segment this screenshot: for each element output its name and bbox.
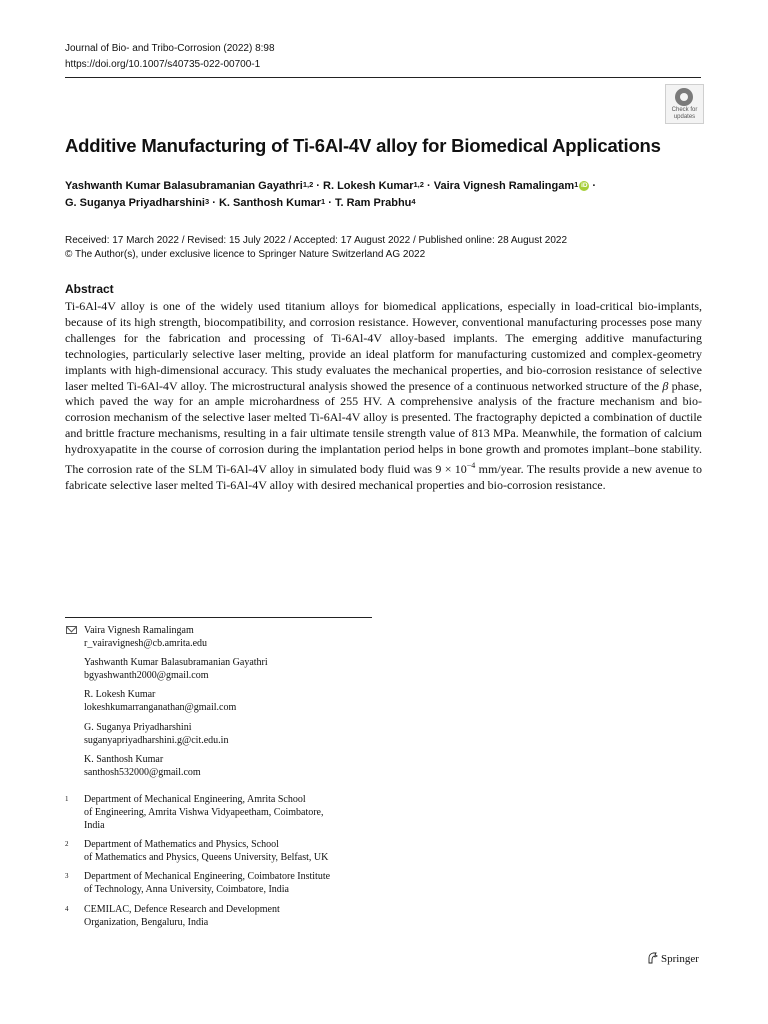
copyright-notice: © The Author(s), under exclusive licence to Springer Nature Switzerland AG 2022 xyxy=(65,249,426,260)
contact-name: Vaira Vignesh Ramalingam xyxy=(84,625,194,636)
author-name[interactable]: R. Lokesh Kumar xyxy=(323,180,414,192)
check-for-updates-badge[interactable] xyxy=(665,84,704,124)
springer-horse-icon xyxy=(647,952,658,964)
author-affiliation-ref: 1,2 xyxy=(413,180,424,189)
author-name[interactable]: T. Ram Prabhu xyxy=(334,197,412,209)
journal-header xyxy=(65,41,275,73)
orcid-icon[interactable]: iD xyxy=(581,182,588,190)
contact-name: G. Suganya Priyadharshini xyxy=(84,722,192,733)
abstract-text: Ti-6Al-4V alloy is one of the widely used titanium alloys for biomedical applications, especially in load-critical bio-implants, because of its high strength, biocompatibility, and corrosion resistance. However, conventional manufacturing processes pose many challenges for the fabrication and processing of Ti-6Al-4V alloy-based implants. The emerging additive manufacturing technologies, particularly selective laser melting, provide an ideal platform for manufacturing customized and complex-geometry implants with high-dimensional accuracy. This study evaluates the mechanical properties, and bio-corrosion resistance of selective laser melted Ti-6Al-4V alloy. The microstructural analysis showed the presence of a continuous networked structure of the β phase, which paved the way for an ample microhardness of 255 HV. A comprehensive analysis of the fracture mechanism and bio-corrosion mechanism of the selective laser melted Ti-6Al-4V alloy is presented. The fractography depicted a combination of ductile and brittle fracture mechanisms, resulting in a fair ultimate tensile strength value of 813 MPa. Meanwhile, the formation of calcium hydroxyapatite in the course of corrosion during the implantation period helps in bone growth and promotes implant–bone stability. The corrosion rate of the SLM Ti-6Al-4V alloy in simulated body fluid was $9 \times 10^{-4}$ mm/year. The results provide a new avenue to fabricate selective laser melted Ti-6Al-4V alloy with desired mechanical properties and bio-corrosion resistance. xyxy=(65,299,702,492)
author-separator: · xyxy=(325,197,335,209)
author-separator: · xyxy=(589,180,597,192)
publication-dates: Received: 17 March 2022 / Revised: 15 July 2022 / Accepted: 17 August 2022 / Published online: 28 August 2022 xyxy=(65,235,568,246)
author-separator: · xyxy=(313,180,324,192)
publisher-name: Springer xyxy=(661,953,699,965)
contact-name: K. Santhosh Kumar xyxy=(84,754,164,765)
affiliation-number: 3 xyxy=(65,872,69,880)
contact-entry xyxy=(84,656,384,682)
author-affiliation-ref: 3 xyxy=(205,197,210,206)
author-affiliation-ref: 1 xyxy=(574,180,579,189)
envelope-icon xyxy=(66,626,77,634)
contact-entry xyxy=(84,721,384,747)
article-history xyxy=(65,234,705,262)
contact-email[interactable]: bgyashwanth2000@gmail.com xyxy=(84,670,209,681)
author-line-2 xyxy=(65,195,705,212)
contact-email[interactable]: suganyapriyadharshini.g@cit.edu.in xyxy=(84,735,229,746)
header-divider xyxy=(65,77,701,78)
contact-name: R. Lokesh Kumar xyxy=(84,689,156,700)
contact-email[interactable]: r_vairavignesh@cb.amrita.edu xyxy=(84,638,208,649)
author-line-1 xyxy=(65,178,705,195)
affiliation-number: 4 xyxy=(65,905,69,913)
author-affiliation-ref: 4 xyxy=(411,197,416,206)
author-name[interactable]: K. Santhosh Kumar xyxy=(218,197,322,209)
author-name[interactable]: G. Suganya Priyadharshini xyxy=(65,197,205,209)
contact-entry xyxy=(84,688,384,714)
check-for-updates-label: Check for updates xyxy=(671,107,698,120)
springer-logo xyxy=(647,952,699,965)
affiliation-number: 1 xyxy=(65,795,69,803)
article-title: Additive Manufacturing of Ti-6Al-4V alloy for Biomedical Applications xyxy=(65,135,661,156)
contact-email[interactable]: santhosh532000@gmail.com xyxy=(84,767,201,778)
author-name[interactable]: Yashwanth Kumar Balasubramanian Gayathri xyxy=(65,180,303,192)
crossmark-icon xyxy=(675,88,693,106)
journal-citation: Journal of Bio- and Tribo-Corrosion (2022) 8:98 xyxy=(65,43,275,54)
author-separator: · xyxy=(209,197,219,209)
contact-entry xyxy=(84,624,384,650)
footnote-divider xyxy=(65,617,372,618)
doi-link[interactable]: https://doi.org/10.1007/s40735-022-00700-1 xyxy=(65,59,261,70)
author-name[interactable]: Vaira Vignesh Ramalingam xyxy=(433,180,575,192)
author-separator: · xyxy=(423,180,434,192)
contact-name: Yashwanth Kumar Balasubramanian Gayathri xyxy=(84,657,268,668)
corrosion-rate-value: 9 × 10 xyxy=(435,462,467,477)
abstract-heading: Abstract xyxy=(65,282,114,296)
author-affiliation-ref: 1,2 xyxy=(302,180,314,189)
affiliation-number: 2 xyxy=(65,840,69,848)
contact-entry xyxy=(84,753,384,779)
beta-symbol: β xyxy=(662,378,669,393)
author-list xyxy=(65,178,705,212)
author-affiliation-ref: 1 xyxy=(321,197,326,206)
corrosion-rate-exponent: −4 xyxy=(466,461,476,471)
contact-email[interactable]: lokeshkumarranganathan@gmail.com xyxy=(84,702,237,713)
